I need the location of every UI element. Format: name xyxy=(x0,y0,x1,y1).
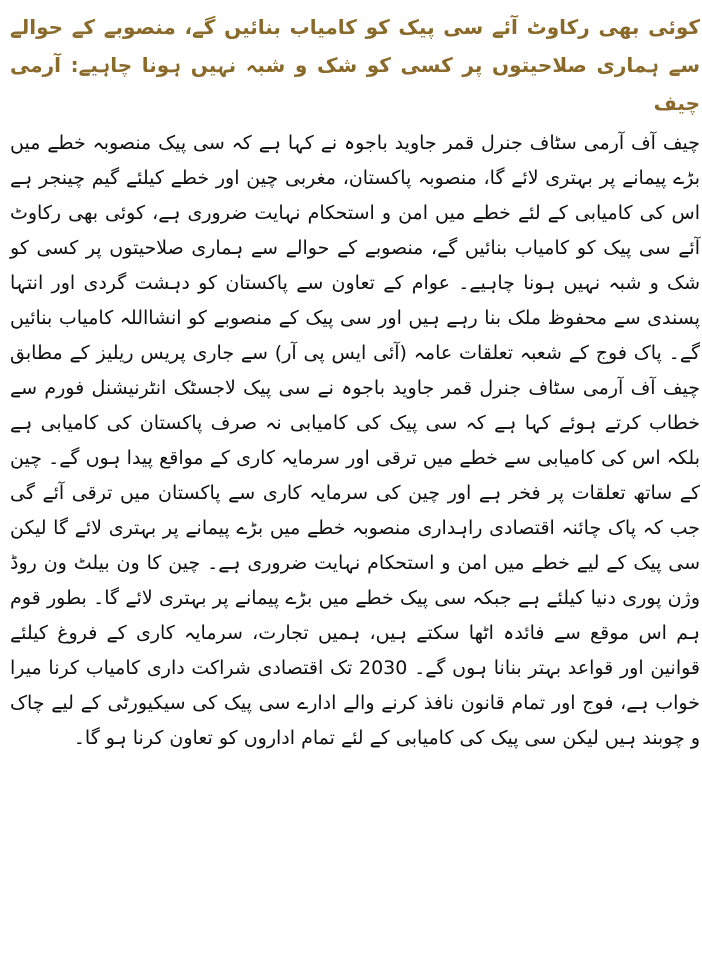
news-article xyxy=(10,8,700,756)
article-body: چیف آف آرمی سٹاف جنرل قمر جاوید باجوہ نے کہا ہے کہ سی پیک منصوبہ خطے میں بڑے پیمانے پر بہتری لائے گا، منصوبہ پاکستان، مغربی چین اور خطے کیلئے گیم چینجر ہے اس کی کامیابی کے لئے خطے میں امن و استحکام نہایت ضروری ہے، کوئی بھی رکاوٹ آئے سی پیک کو کامیاب بنائیں گے، منصوبے کے حوالے سے ہماری صلاحیتوں پر کسی کو شک و شبہ نہیں ہونا چاہیے۔ عوام کے تعاون سے پاکستان کو دہشت گردی اور انتہا پسندی سے محفوظ ملک بنا رہے ہیں اور سی پیک کے منصوبے کو انشااللہ کامیاب بنائیں گے۔ پاک فوج کے شعبہ تعلقات عامہ (آئی ایس پی آر) سے جاری پریس ریلیز کے مطابق چیف آف آرمی سٹاف جنرل قمر جاوید باجوہ نے سی پیک لاجسٹک انٹرنیشنل فورم سے خطاب کرتے ہوئے کہا ہے کہ سی پیک کی کامیابی نہ صرف پاکستان کی کامیابی ہے بلکہ اس کی کامیابی سے خطے میں ترقی اور سرمایہ کاری کے مواقع پیدا ہوں گے۔ چین کے ساتھ تعلقات پر فخر ہے اور چین کی سرمایہ کاری سے پاکستان میں ترقی آئے گی جب کہ پاک چائنہ اقتصادی راہداری منصوبہ خطے میں بڑے پیمانے پر بہتری لائے گا لیکن سی پیک کے لیے خطے میں امن و استحکام نہایت ضروری ہے۔ چین کا ون بیلٹ ون روڈ وژن پوری دنیا کیلئے ہے جبکہ سی پیک خطے میں بڑے پیمانے پر بہتری لائے گا۔ بطور قوم ہم اس موقع سے فائدہ اٹھا سکتے ہیں، ہمیں تجارت، سرمایہ کاری کے فروغ کیلئے قوانین اور قواعد بہتر بنانا ہوں گے۔ 2030 تک اقتصادی شراکت داری کامیاب کرنا میرا خواب ہے، فوج اور تمام قانون نافذ کرنے والے ادارے سی پیک کی سیکیورٹی کے لیے چاک و چوبند ہیں لیکن سی پیک کی کامیابی کے لئے تمام اداروں کو تعاون کرنا ہو گا۔ xyxy=(10,132,701,749)
article-headline: کوئی بھی رکاوٹ آئے سی پیک کو کامیاب بنائیں گے، منصوبے کے حوالے سے ہماری صلاحیتوں پر کسی کو شک و شبہ نہیں ہونا چاہیے: آرمی چیف xyxy=(10,15,700,115)
